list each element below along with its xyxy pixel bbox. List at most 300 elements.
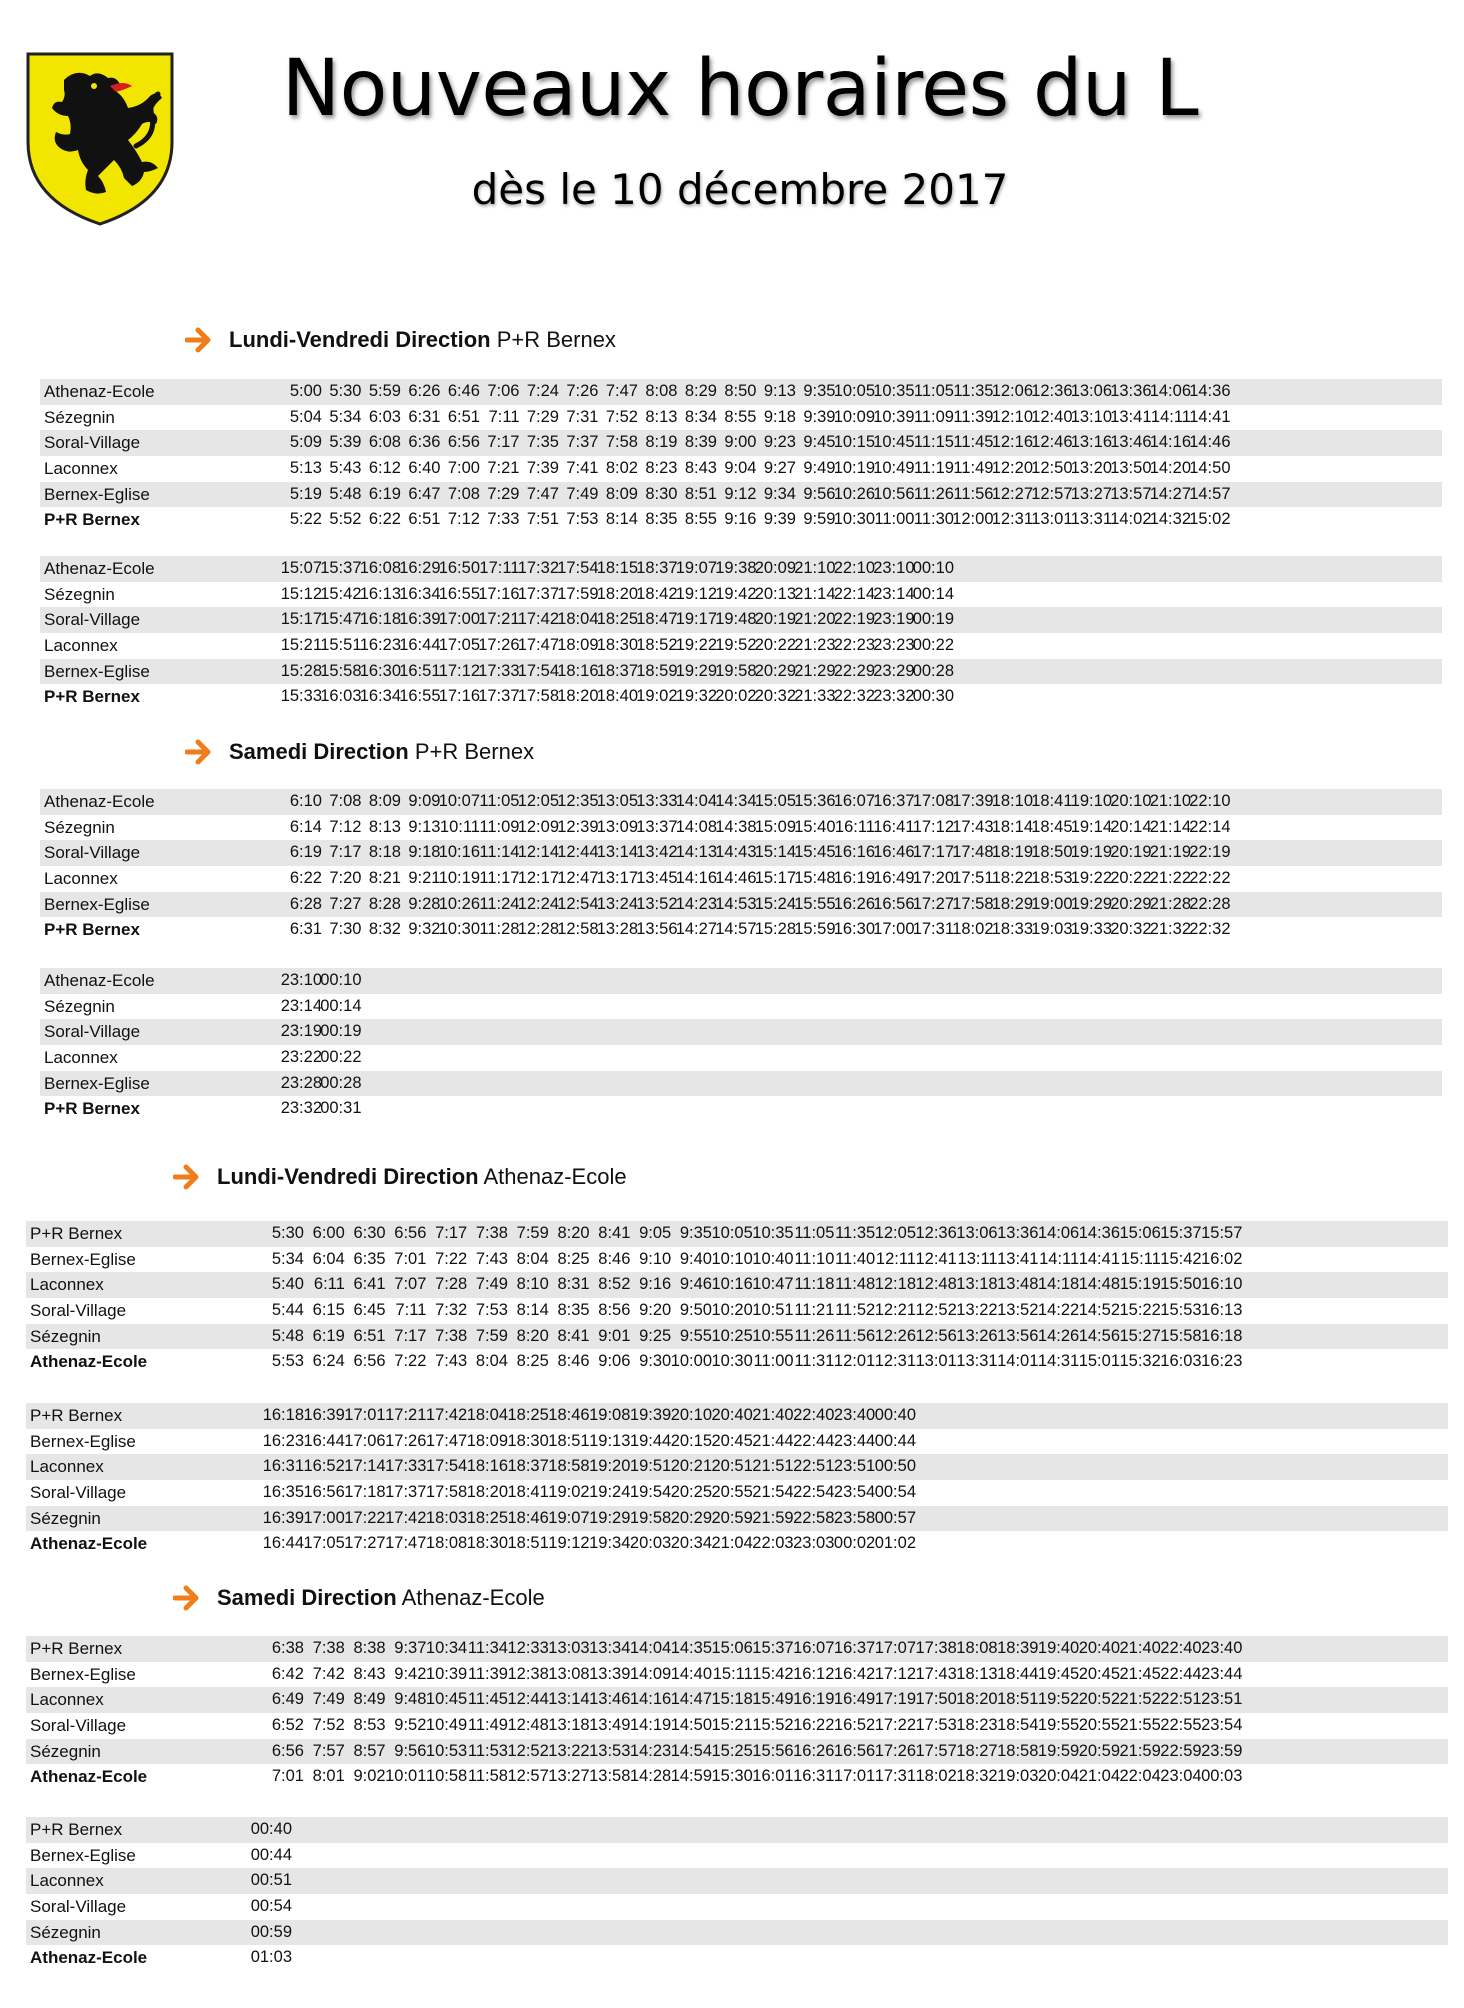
stop-name: P+R Bernex: [44, 687, 140, 707]
departure-time: 00:19: [912, 610, 954, 629]
departure-time: 16:35: [262, 1483, 304, 1502]
departure-time: 12:36: [1031, 382, 1073, 400]
departure-time: 16:55: [399, 687, 441, 706]
departure-time: 19:44: [629, 1431, 672, 1450]
departure-time: 16:37: [873, 792, 915, 810]
departure-time: 7:42: [312, 1664, 345, 1683]
departure-time: 14:50: [1189, 459, 1231, 478]
departure-time: 17:05: [438, 636, 480, 655]
departure-time: 19:58: [629, 1508, 672, 1527]
departure-time: 16:26: [833, 894, 875, 913]
departure-time: 14:04: [675, 792, 717, 810]
departure-time: 01:03: [250, 1948, 292, 1967]
departure-time: 9:55: [679, 1326, 712, 1345]
departure-time: 8:43: [684, 459, 717, 478]
departure-time: 20:15: [670, 1431, 712, 1450]
departure-time: 18:41: [1031, 792, 1073, 810]
departure-time: 20:22: [754, 636, 796, 655]
departure-time: 14:41: [1189, 407, 1231, 426]
departure-time: 00:31: [320, 1099, 362, 1118]
departure-time: 19:58: [715, 661, 757, 680]
departure-time: 9:45: [803, 433, 836, 452]
departure-time: 9:52: [394, 1716, 427, 1735]
departure-time: 20:04: [1037, 1767, 1080, 1786]
departure-time: 17:37: [478, 687, 520, 706]
departure-time: 23:10: [873, 559, 915, 577]
departure-time: 22:40: [793, 1406, 835, 1424]
departure-time: 16:55: [438, 584, 480, 603]
departure-time: 8:14: [516, 1301, 549, 1320]
stop-name: Athenaz-Ecole: [44, 559, 155, 578]
departure-time: 7:26: [566, 382, 599, 400]
departure-time: 20:03: [629, 1534, 672, 1553]
departure-time: 6:35: [353, 1249, 386, 1268]
departure-time: 5:52: [329, 510, 362, 529]
stop-name: Soral-Village: [44, 610, 141, 630]
departure-time: 16:44: [303, 1431, 345, 1450]
departure-time: 12:40: [1031, 407, 1073, 426]
departure-time: 17:48: [952, 843, 994, 862]
departure-time: 18:25: [596, 610, 638, 629]
departure-time: 17:57: [915, 1741, 957, 1760]
departure-time: 22:32: [1189, 920, 1231, 939]
stop-name: Bernex-Eglise: [30, 1845, 136, 1865]
departure-time: 6:45: [353, 1301, 386, 1320]
departure-time: 13:31: [1070, 510, 1112, 529]
departure-time: 7:24: [526, 382, 559, 400]
section-heading-label: Samedi Direction: [229, 739, 409, 764]
departure-time: 12:28: [517, 920, 559, 939]
departure-time: 19:52: [715, 636, 757, 655]
departure-time: 21:04: [711, 1534, 753, 1553]
departure-time: 18:03: [425, 1508, 468, 1527]
departure-time: 8:04: [516, 1249, 549, 1268]
departure-time: 9:50: [679, 1301, 712, 1320]
departure-time: 19:38: [715, 559, 757, 577]
departure-time: 17:12: [438, 661, 480, 680]
departure-time: 16:26: [793, 1741, 835, 1760]
departure-time: 13:27: [548, 1767, 590, 1786]
stop-name: Sézegnin: [44, 407, 115, 427]
departure-time: 13:16: [1070, 433, 1112, 452]
departure-time: 00:19: [320, 1022, 362, 1041]
timetable-row: [26, 1843, 1448, 1869]
departure-time: 20:59: [1078, 1741, 1120, 1760]
departure-time: 9:09: [408, 792, 441, 810]
departure-time: 11:26: [913, 484, 954, 503]
section-heading-label: Lundi-Vendredi Direction: [229, 327, 491, 352]
departure-time: 16:01: [752, 1767, 794, 1786]
departure-time: 16:10: [1201, 1275, 1243, 1294]
departure-time: 11:24: [479, 894, 520, 913]
departure-time: 10:55: [752, 1326, 794, 1345]
departure-time: 17:58: [952, 894, 994, 913]
departure-time: 8:46: [598, 1249, 631, 1268]
departure-time: 19:48: [715, 610, 757, 629]
departure-time: 10:19: [833, 459, 875, 478]
departure-time: 18:52: [636, 636, 678, 655]
departure-time: 16:31: [262, 1457, 304, 1476]
departure-time: 6:19: [368, 484, 401, 503]
departure-time: 6:19: [289, 843, 322, 862]
departure-time: 7:39: [526, 459, 559, 478]
departure-time: 20:52: [1078, 1690, 1120, 1709]
departure-time: 14:57: [1189, 484, 1231, 503]
departure-time: 13:14: [548, 1690, 590, 1709]
departure-time: 9:30: [639, 1352, 672, 1371]
departure-time: 14:16: [629, 1690, 672, 1709]
timetable-block: [40, 968, 1442, 1122]
departure-time: 00:50: [874, 1457, 916, 1476]
departure-time: 9:34: [763, 484, 796, 503]
departure-time: 10:09: [833, 407, 875, 426]
departure-time: 9:46: [679, 1275, 712, 1294]
departure-time: 5:39: [329, 433, 362, 452]
departure-time: 12:00: [952, 510, 994, 529]
departure-time: 16:19: [833, 869, 875, 888]
departure-time: 15:17: [280, 610, 322, 629]
departure-time: 6:38: [271, 1639, 304, 1657]
departure-time: 6:24: [312, 1352, 345, 1371]
departure-time: 11:49: [467, 1716, 508, 1735]
departure-time: 13:52: [997, 1301, 1039, 1320]
timetable-row: [40, 968, 1442, 994]
departure-time: 12:52: [507, 1741, 549, 1760]
departure-time: 11:14: [479, 843, 520, 862]
departure-time: 21:22: [1149, 869, 1191, 888]
departure-time: 14:46: [1189, 433, 1231, 452]
departure-time: 19:52: [1037, 1690, 1080, 1709]
departure-time: 23:51: [833, 1457, 876, 1476]
departure-time: 15:59: [794, 920, 836, 939]
departure-time: 19:14: [1070, 817, 1112, 836]
departure-time: 12:57: [507, 1767, 549, 1786]
departure-time: 7:53: [566, 510, 599, 529]
departure-time: 15:11: [1120, 1249, 1161, 1268]
departure-time: 17:27: [344, 1534, 386, 1553]
departure-time: 20:45: [1078, 1664, 1120, 1683]
timetable-row: [40, 405, 1442, 431]
departure-time: 12:20: [991, 459, 1033, 478]
departure-time: 12:05: [517, 792, 559, 810]
departure-time: 9:27: [763, 459, 796, 478]
departure-time: 16:12: [793, 1664, 835, 1683]
departure-time: 18:20: [956, 1690, 998, 1709]
departure-time: 18:37: [507, 1457, 549, 1476]
departure-time: 15:28: [754, 920, 796, 939]
departure-time: 16:30: [359, 661, 401, 680]
departure-time: 23:03: [793, 1534, 835, 1553]
stop-name: Athenaz-Ecole: [44, 792, 155, 811]
departure-time: 19:59: [1037, 1741, 1080, 1760]
departure-time: 00:40: [250, 1820, 292, 1838]
departure-time: 11:31: [794, 1352, 835, 1371]
departure-time: 7:33: [487, 510, 520, 529]
departure-time: 8:21: [368, 869, 401, 888]
departure-time: 8:13: [368, 817, 401, 836]
departure-time: 14:36: [1078, 1224, 1120, 1242]
departure-time: 21:14: [1149, 817, 1191, 836]
departure-time: 23:32: [873, 687, 915, 706]
departure-time: 17:18: [344, 1483, 386, 1502]
departure-time: 11:35: [953, 382, 994, 400]
departure-time: 00:14: [912, 584, 954, 603]
departure-time: 16:52: [303, 1457, 345, 1476]
departure-time: 11:45: [467, 1690, 508, 1709]
departure-time: 12:14: [517, 843, 559, 862]
departure-time: 17:19: [874, 1690, 916, 1709]
timetable-row: [26, 1324, 1448, 1350]
departure-time: 5:09: [289, 433, 322, 452]
timetable-row: [26, 1636, 1448, 1662]
departure-time: 11:28: [479, 920, 520, 939]
departure-time: 20:19: [1110, 843, 1152, 862]
departure-time: 11:21: [794, 1301, 835, 1320]
departure-time: 22:10: [833, 559, 875, 577]
departure-time: 5:59: [368, 382, 401, 400]
departure-time: 19:22: [1070, 869, 1112, 888]
departure-time: 23:44: [1201, 1664, 1243, 1683]
departure-time: 9:04: [724, 459, 757, 478]
departure-time: 00:44: [874, 1431, 916, 1450]
departure-time: 5:30: [271, 1224, 304, 1242]
arrow-right-icon: [173, 1581, 203, 1615]
departure-time: 16:23: [262, 1431, 304, 1450]
departure-time: 18:41: [507, 1483, 549, 1502]
stop-name: Sézegnin: [30, 1741, 101, 1761]
timetable-row: [26, 1480, 1448, 1506]
departure-time: 11:39: [467, 1664, 508, 1683]
departure-time: 17:26: [478, 636, 520, 655]
departure-time: 13:01: [1031, 510, 1073, 529]
departure-time: 16:13: [359, 584, 401, 603]
departure-time: 17:16: [438, 687, 480, 706]
departure-time: 18:16: [557, 661, 599, 680]
departure-time: 5:30: [329, 382, 362, 400]
departure-time: 23:14: [280, 996, 322, 1015]
departure-time: 13:56: [997, 1326, 1039, 1345]
stop-name: Athenaz-Ecole: [44, 382, 155, 401]
departure-time: 20:25: [670, 1483, 712, 1502]
departure-time: 10:15: [833, 433, 875, 452]
departure-time: 22:29: [833, 661, 875, 680]
departure-time: 17:01: [833, 1767, 876, 1786]
section-heading-destination: Athenaz-Ecole: [401, 1585, 545, 1610]
departure-time: 17:54: [557, 559, 599, 577]
departure-time: 15:40: [794, 817, 836, 836]
departure-time: 17:00: [438, 610, 480, 629]
departure-time: 19:03: [997, 1767, 1039, 1786]
stop-name: P+R Bernex: [30, 1820, 123, 1839]
departure-time: 11:49: [953, 459, 994, 478]
departure-time: 14:18: [1037, 1275, 1080, 1294]
departure-time: 11:09: [913, 407, 954, 426]
departure-time: 8:20: [516, 1326, 549, 1345]
stop-name: Bernex-Eglise: [44, 1073, 150, 1093]
departure-time: 15:36: [794, 792, 836, 810]
departure-time: 10:30: [711, 1352, 753, 1371]
departure-time: 20:22: [1110, 869, 1152, 888]
departure-time: 20:29: [1110, 894, 1152, 913]
departure-time: 22:10: [1189, 792, 1231, 810]
departure-time: 20:14: [1110, 817, 1152, 836]
departure-time: 15:55: [794, 894, 836, 913]
departure-time: 13:49: [589, 1716, 631, 1735]
departure-time: 6:49: [271, 1690, 304, 1709]
departure-time: 17:14: [344, 1457, 386, 1476]
departure-time: 21:51: [752, 1457, 794, 1476]
departure-time: 6:36: [408, 433, 441, 452]
departure-time: 8:25: [516, 1352, 549, 1371]
departure-time: 11:56: [953, 484, 994, 503]
departure-time: 14:11: [1150, 407, 1191, 426]
departure-time: 13:11: [957, 1249, 998, 1268]
departure-time: 7:38: [435, 1326, 468, 1345]
departure-time: 17:58: [517, 687, 559, 706]
departure-time: 7:49: [475, 1275, 508, 1294]
departure-time: 6:51: [353, 1326, 386, 1345]
departure-time: 7:59: [475, 1326, 508, 1345]
section-heading: [185, 735, 534, 769]
departure-time: 8:25: [557, 1249, 590, 1268]
departure-time: 17:54: [517, 661, 559, 680]
departure-time: 7:27: [329, 894, 362, 913]
departure-time: 8:28: [368, 894, 401, 913]
departure-time: 19:51: [629, 1457, 672, 1476]
timetable-row: [40, 607, 1442, 633]
departure-time: 22:32: [833, 687, 875, 706]
stop-name: P+R Bernex: [30, 1639, 123, 1658]
departure-time: 17:38: [915, 1639, 957, 1657]
departure-time: 00:28: [912, 661, 954, 680]
departure-time: 00:30: [912, 687, 954, 706]
departure-time: 23:54: [1201, 1716, 1243, 1735]
departure-time: 8:43: [353, 1664, 386, 1683]
departure-time: 17:50: [915, 1690, 957, 1709]
departure-time: 21:10: [794, 559, 836, 577]
departure-time: 7:58: [605, 433, 638, 452]
departure-time: 8:35: [557, 1301, 590, 1320]
timetable-block: [40, 556, 1442, 710]
departure-time: 12:06: [991, 382, 1033, 400]
departure-time: 11:00: [753, 1352, 794, 1371]
departure-time: 13:22: [548, 1741, 590, 1760]
departure-time: 14:19: [629, 1716, 672, 1735]
departure-time: 11:34: [467, 1639, 508, 1657]
departure-time: 13:26: [956, 1326, 998, 1345]
departure-time: 14:23: [629, 1741, 672, 1760]
departure-time: 20:21: [670, 1457, 712, 1476]
departure-time: 10:11: [439, 817, 480, 836]
departure-time: 12:56: [915, 1326, 957, 1345]
departure-time: 19:32: [675, 687, 717, 706]
departure-time: 22:55: [1160, 1716, 1202, 1735]
stop-name: Sézegnin: [44, 817, 115, 837]
departure-time: 16:03: [1160, 1352, 1202, 1371]
departure-time: 15:50: [1160, 1275, 1202, 1294]
stop-name: P+R Bernex: [30, 1224, 123, 1243]
departure-time: 5:34: [329, 407, 362, 426]
departure-time: 11:48: [835, 1275, 876, 1294]
departure-time: 14:11: [1039, 1249, 1080, 1268]
departure-time: 00:22: [912, 636, 954, 655]
departure-time: 16:39: [303, 1406, 345, 1424]
departure-time: 7:53: [475, 1301, 508, 1320]
stop-name: Soral-Village: [30, 1483, 127, 1503]
section-heading: [173, 1160, 627, 1194]
departure-time: 20:32: [754, 687, 796, 706]
departure-time: 6:12: [368, 459, 401, 478]
departure-time: 22:51: [793, 1457, 835, 1476]
departure-time: 15:07: [280, 559, 322, 577]
departure-time: 15:37: [1160, 1224, 1202, 1242]
departure-time: 17:01: [344, 1406, 386, 1424]
departure-time: 22:23: [833, 636, 875, 655]
departure-time: 18:20: [596, 584, 638, 603]
departure-time: 14:02: [1110, 510, 1152, 529]
departure-time: 7:11: [488, 407, 520, 426]
departure-time: 7:08: [447, 484, 480, 503]
departure-time: 22:28: [1189, 894, 1231, 913]
departure-time: 21:40: [752, 1406, 794, 1424]
departure-time: 17:47: [385, 1534, 427, 1553]
departure-time: 23:23: [873, 636, 915, 655]
departure-time: 12:11: [875, 1249, 916, 1268]
departure-time: 7:47: [526, 484, 559, 503]
departure-time: 19:12: [548, 1534, 590, 1553]
departure-time: 13:48: [997, 1275, 1039, 1294]
departure-time: 19:20: [589, 1457, 631, 1476]
timetable-row: [26, 1739, 1448, 1765]
departure-time: 7:20: [329, 869, 362, 888]
departure-time: 17:58: [425, 1483, 468, 1502]
departure-time: 20:32: [1110, 920, 1152, 939]
departure-time: 9:06: [598, 1352, 631, 1371]
departure-time: 19:03: [1031, 920, 1073, 939]
departure-time: 18:59: [636, 661, 678, 680]
stop-name: Athenaz-Ecole: [30, 1948, 148, 1968]
timetable-row: [26, 1349, 1448, 1375]
departure-time: 9:56: [394, 1741, 427, 1760]
departure-time: 10:07: [438, 792, 480, 810]
departure-time: 12:54: [557, 894, 599, 913]
departure-time: 19:34: [589, 1534, 631, 1553]
departure-time: 15:37: [752, 1639, 794, 1657]
departure-time: 00:44: [250, 1845, 292, 1864]
departure-time: 21:29: [794, 661, 836, 680]
departure-time: 14:27: [675, 920, 717, 939]
departure-time: 6:31: [408, 407, 441, 426]
timetable-row: [40, 659, 1442, 685]
stop-name: Sézegnin: [30, 1508, 101, 1528]
departure-time: 15:18: [711, 1690, 753, 1709]
departure-time: 12:35: [557, 792, 599, 810]
departure-time: 14:46: [715, 869, 757, 888]
departure-time: 8:39: [684, 433, 717, 452]
departure-time: 20:19: [754, 610, 796, 629]
departure-time: 18:37: [636, 559, 678, 577]
departure-time: 18:53: [1031, 869, 1073, 888]
departure-time: 9:10: [639, 1249, 672, 1268]
departure-time: 7:28: [435, 1275, 468, 1294]
departure-time: 8:01: [312, 1767, 345, 1786]
timetable-row: [26, 1920, 1448, 1946]
departure-time: 7:32: [435, 1301, 468, 1320]
departure-time: 18:25: [507, 1406, 549, 1424]
departure-time: 5:48: [271, 1326, 304, 1345]
departure-time: 20:40: [1078, 1639, 1120, 1657]
departure-time: 18:30: [466, 1534, 508, 1553]
